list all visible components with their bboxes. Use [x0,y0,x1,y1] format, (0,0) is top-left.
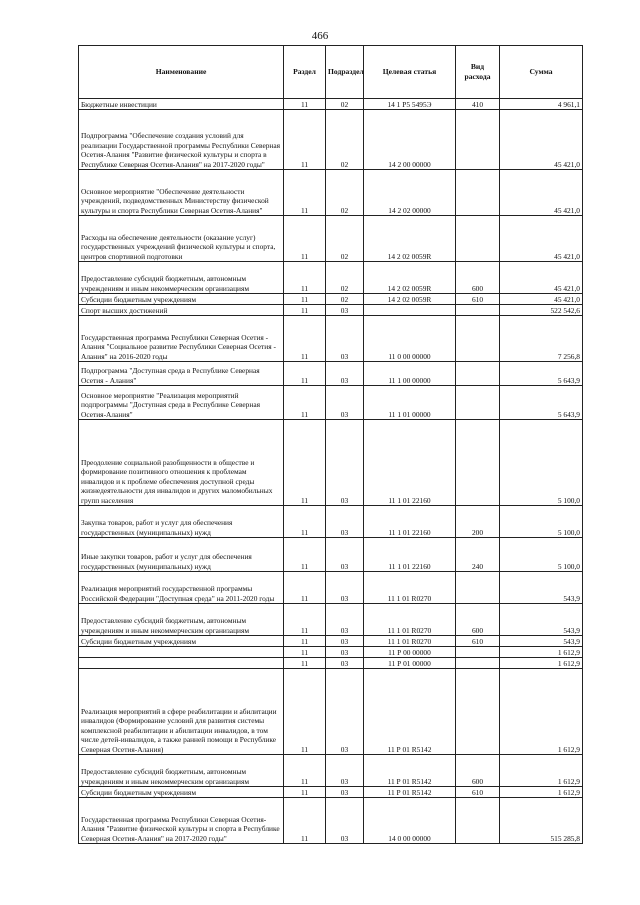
column-header-vid: Вид расхода [456,46,500,99]
cell-summa: 45 421,0 [500,262,583,294]
cell-name: Основное мероприятие "Обеспечение деятельности учреждений, подведомственных Министерству физической культуры и спорта Республики Северная Осетия-Алания" [79,170,284,216]
cell-razdel: 11 [284,798,326,844]
column-header-summa: Сумма [500,46,583,99]
cell-vid: 600 [456,755,500,787]
cell-vid [456,305,500,316]
cell-razdel: 11 [284,99,326,110]
cell-name: Основное мероприятие "Реализация мероприятий подпрограммы "Доступная среда в Республике Северная Осетия-Алания" [79,386,284,420]
cell-razdel: 11 [284,305,326,316]
table-row [79,669,583,755]
cell-razdel: 11 [284,420,326,506]
cell-name: Реализация мероприятий государственной программы Российской Федерации "Доступная среда" на 2011-2020 годы [79,572,284,604]
cell-name: Государственная программа Республики Северная Осетия-Алания "Развитие физической культуры и спорта в Республике Северная Осетия-Алания" на 2017-2020 годы" [79,798,284,844]
cell-podrazdel: 03 [326,316,364,362]
table-row [79,305,583,316]
table-row [79,216,583,262]
cell-summa: 515 285,8 [500,798,583,844]
cell-vid [456,216,500,262]
table-row [79,316,583,362]
cell-summa: 45 421,0 [500,110,583,170]
cell-statya: 11 Р 01 R5142 [364,669,456,755]
cell-summa: 1 612,9 [500,755,583,787]
table-row [79,262,583,294]
cell-statya: 14 2 02 0059R [364,262,456,294]
table-row [79,110,583,170]
cell-razdel: 11 [284,316,326,362]
cell-razdel: 11 [284,604,326,636]
cell-name: Подпрограмма "Обеспечение создания условий для реализации Государственной программы Республики Северная Осетия-Алания "Развитие физической культуры и спорта в Республике Северная Осетия-Алания" на 2017-2020 годы" [79,110,284,170]
cell-summa: 1 612,9 [500,658,583,669]
table-row [79,572,583,604]
cell-summa: 543,9 [500,572,583,604]
column-header-podrazdel: Подраздел [326,46,364,99]
cell-name: Бюджетные инвестиции [79,99,284,110]
cell-razdel: 11 [284,362,326,386]
cell-podrazdel: 03 [326,305,364,316]
cell-podrazdel: 03 [326,658,364,669]
cell-statya: 11 Р 01 R5142 [364,755,456,787]
cell-statya: 11 1 01 R0270 [364,604,456,636]
cell-vid: 200 [456,506,500,538]
cell-name [79,647,284,658]
cell-summa: 4 961,1 [500,99,583,110]
cell-name: Реализация мероприятий в сфере реабилитации и абилитации инвалидов (Формирование условий для развития системы комплексной реабилитации и абилитации инвалидов, в том числе детей-инвалидов, а также ранней помощи в Республике Северная Осетия-Алания) [79,669,284,755]
cell-razdel: 11 [284,216,326,262]
cell-name: Предоставление субсидий бюджетным, автономным учреждениям и иным некоммерческим организациям [79,262,284,294]
column-header-razdel: Раздел [284,46,326,99]
cell-vid: 600 [456,604,500,636]
cell-vid [456,572,500,604]
cell-razdel: 11 [284,294,326,305]
cell-podrazdel: 02 [326,170,364,216]
cell-podrazdel: 03 [326,636,364,647]
cell-razdel: 11 [284,669,326,755]
cell-name: Предоставление субсидий бюджетным, автономным учреждениям и иным некоммерческим организациям [79,604,284,636]
cell-podrazdel: 03 [326,787,364,798]
cell-summa: 5 643,9 [500,386,583,420]
table-row [79,647,583,658]
table-body [79,99,583,844]
table-row [79,170,583,216]
cell-podrazdel: 02 [326,216,364,262]
cell-statya: 11 Р 01 00000 [364,658,456,669]
cell-statya: 11 1 01 22160 [364,538,456,572]
table-row [79,604,583,636]
cell-podrazdel: 03 [326,572,364,604]
cell-statya: 14 1 P5 5495Э [364,99,456,110]
cell-podrazdel: 02 [326,99,364,110]
cell-summa: 522 542,6 [500,305,583,316]
cell-vid [456,669,500,755]
cell-razdel: 11 [284,262,326,294]
cell-statya: 14 2 00 00000 [364,110,456,170]
table-header-row [79,46,583,99]
cell-summa: 45 421,0 [500,170,583,216]
cell-razdel: 11 [284,636,326,647]
cell-name [79,658,284,669]
cell-summa: 5 100,0 [500,420,583,506]
cell-podrazdel: 03 [326,647,364,658]
cell-vid [456,170,500,216]
cell-razdel: 11 [284,787,326,798]
cell-podrazdel: 02 [326,294,364,305]
cell-statya: 14 0 00 00000 [364,798,456,844]
table-row [79,99,583,110]
table-row [79,798,583,844]
table-row [79,362,583,386]
cell-podrazdel: 02 [326,262,364,294]
cell-summa: 5 100,0 [500,538,583,572]
cell-summa: 45 421,0 [500,216,583,262]
cell-statya [364,305,456,316]
cell-razdel: 11 [284,506,326,538]
cell-statya: 11 0 00 00000 [364,316,456,362]
budget-table [78,45,583,844]
cell-name: Субсидии бюджетным учреждениям [79,787,284,798]
cell-vid: 410 [456,99,500,110]
cell-statya: 11 1 01 00000 [364,386,456,420]
cell-statya: 11 1 01 22160 [364,506,456,538]
cell-name: Подпрограмма "Доступная среда в Республике Северная Осетия - Алания" [79,362,284,386]
cell-statya: 11 1 01 R0270 [364,636,456,647]
cell-vid [456,110,500,170]
cell-statya: 11 1 00 00000 [364,362,456,386]
cell-vid [456,647,500,658]
cell-name: Спорт высших достижений [79,305,284,316]
cell-razdel: 11 [284,647,326,658]
cell-name: Расходы на обеспечение деятельности (оказание услуг) государственных учреждений физической культуры и спорта, центров спортивной подготовки [79,216,284,262]
column-header-name: Наименование [79,46,284,99]
cell-name: Государственная программа Республики Северная Осетия - Алания "Социальное развитие Республики Северная Осетия - Алания" на 2016-2020 годы [79,316,284,362]
cell-statya: 14 2 02 0059R [364,216,456,262]
cell-statya: 11 Р 00 00000 [364,647,456,658]
cell-name: Иные закупки товаров, работ и услуг для обеспечения государственных (муниципальных) нужд [79,538,284,572]
cell-razdel: 11 [284,658,326,669]
cell-vid [456,420,500,506]
column-header-statya: Целевая статья [364,46,456,99]
cell-summa: 7 256,8 [500,316,583,362]
cell-vid [456,316,500,362]
cell-vid: 610 [456,636,500,647]
cell-vid: 600 [456,262,500,294]
cell-summa: 1 612,9 [500,647,583,658]
cell-name: Субсидии бюджетным учреждениям [79,294,284,305]
cell-podrazdel: 03 [326,386,364,420]
cell-statya: 11 1 01 22160 [364,420,456,506]
table-row [79,538,583,572]
table-row [79,636,583,647]
cell-vid [456,798,500,844]
cell-summa: 5 643,9 [500,362,583,386]
cell-summa: 1 612,9 [500,787,583,798]
cell-podrazdel: 03 [326,362,364,386]
cell-name: Преодоление социальной разобщенности в обществе и формирование позитивного отношения к проблемам инвалидов и к проблеме обеспечения доступной среды жизнедеятельности для инвалидов и других маломобильных групп населения [79,420,284,506]
cell-razdel: 11 [284,572,326,604]
cell-vid: 610 [456,787,500,798]
cell-summa: 45 421,0 [500,294,583,305]
cell-podrazdel: 03 [326,669,364,755]
cell-podrazdel: 03 [326,538,364,572]
cell-vid [456,362,500,386]
cell-podrazdel: 03 [326,755,364,787]
cell-statya: 14 2 02 00000 [364,170,456,216]
cell-vid [456,386,500,420]
cell-podrazdel: 03 [326,420,364,506]
cell-razdel: 11 [284,538,326,572]
cell-podrazdel: 03 [326,604,364,636]
table-row [79,420,583,506]
page-number: 466 [311,30,329,42]
cell-summa: 1 612,9 [500,669,583,755]
table-row [79,755,583,787]
cell-razdel: 11 [284,755,326,787]
cell-razdel: 11 [284,170,326,216]
cell-statya: 11 Р 01 R5142 [364,787,456,798]
cell-statya: 11 1 01 R0270 [364,572,456,604]
cell-podrazdel: 03 [326,798,364,844]
cell-razdel: 11 [284,386,326,420]
cell-vid [456,658,500,669]
cell-summa: 543,9 [500,604,583,636]
cell-name: Предоставление субсидий бюджетным, автономным учреждениям и иным некоммерческим организациям [79,755,284,787]
table-row [79,787,583,798]
cell-vid: 610 [456,294,500,305]
table-row [79,386,583,420]
cell-name: Субсидии бюджетным учреждениям [79,636,284,647]
table-row [79,658,583,669]
cell-razdel: 11 [284,110,326,170]
cell-statya: 14 2 02 0059R [364,294,456,305]
cell-vid: 240 [456,538,500,572]
table-row [79,506,583,538]
table-row [79,294,583,305]
cell-summa: 543,9 [500,636,583,647]
cell-name: Закупка товаров, работ и услуг для обеспечения государственных (муниципальных) нужд [79,506,284,538]
cell-summa: 5 100,0 [500,506,583,538]
cell-podrazdel: 02 [326,110,364,170]
cell-podrazdel: 03 [326,506,364,538]
